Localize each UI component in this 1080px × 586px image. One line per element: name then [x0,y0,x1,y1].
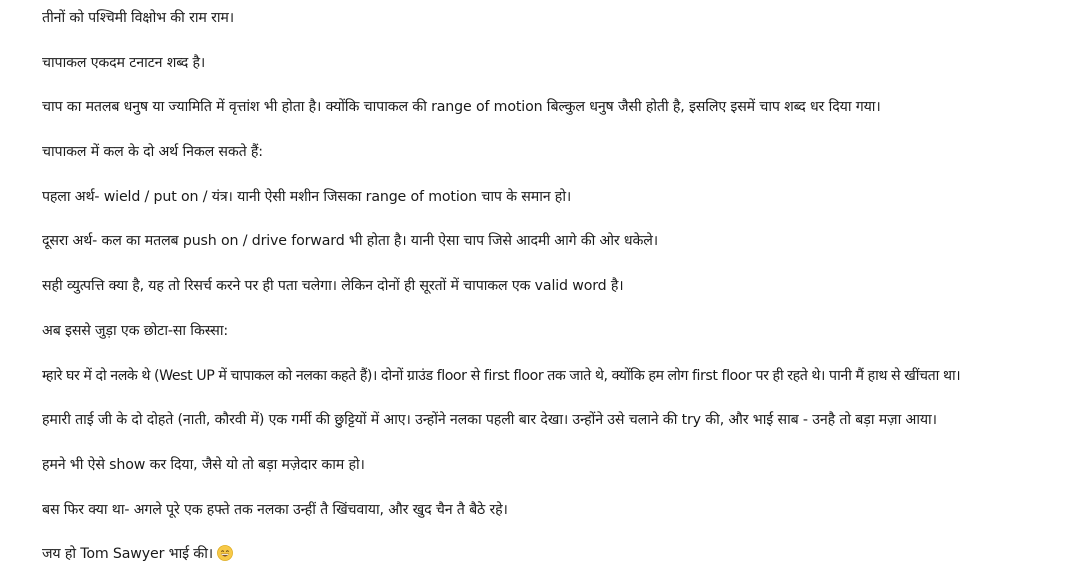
paragraph: हमने भी ऐसे show कर दिया, जैसे यो तो बड़ा मज़ेदार काम हो। [42,456,365,473]
paragraph: दूसरा अर्थ- कल का मतलब push on / drive forward भी होता है। यानी ऐसा चाप जिसे आदमी आगे की ओर धकेले। [42,233,658,250]
paragraph-text: जय हो Tom Sawyer भाई की। [42,546,213,563]
paragraph: तीनों को पश्चिमी विक्षोभ की राम राम। [42,10,234,26]
paragraph: पहला अर्थ- wield / put on / यंत्र। यानी ऐसी मशीन जिसका range of motion चाप के समान हो। [42,188,572,205]
post-body [42,5,1078,586]
paragraph: चापाकल एकदम टनाटन शब्द है। [42,54,206,71]
paragraph: बस फिर क्या था- अगले पूरे एक हफ्ते तक नलका उन्हीं तै खिंचवाया, और खुद चैन तै बैठे रहे। [42,501,508,518]
paragraph: अब इससे जुड़ा एक छोटा-सा किस्सा: [42,322,228,339]
last-paragraph [42,541,1078,586]
grinning-face-icon [217,544,233,560]
paragraph: चाप का मतलब धनुष या ज्यामिति में वृत्तांश भी होता है। क्योंकि चापाकल की range of motion बिल्कुल धनुष जैसी होती है, इसलिए इसमें चाप शब्द धर दिया गया। [42,99,881,116]
paragraph: चापाकल में कल के दो अर्थ निकल सकते हैं: [42,144,263,161]
paragraph: सही व्युत्पत्ति क्या है, यह तो रिसर्च करने पर ही पता चलेगा। लेकिन दोनों ही सूरतों में चापाकल एक valid word है। [42,278,624,295]
paragraph: म्हारे घर में दो नलके थे (West UP में चापाकल को नलका कहते हैं)। दोनों ग्राउंड floor से first floor तक जाते थे, क्योंकि हम लोग first floor पर ही रहते थे। पानी मैं हाथ से खींचता था। [42,367,961,384]
paragraph: हमारी ताई जी के दो दोहते (नाती, कौरवी में) एक गर्मी की छुट्टियों में आए। उन्होंने नलका पहली बार देखा। उन्होंने उसे चलाने की try की, और भाई साब - उनहै तो बड़ा मज़ा आया। [42,412,937,429]
